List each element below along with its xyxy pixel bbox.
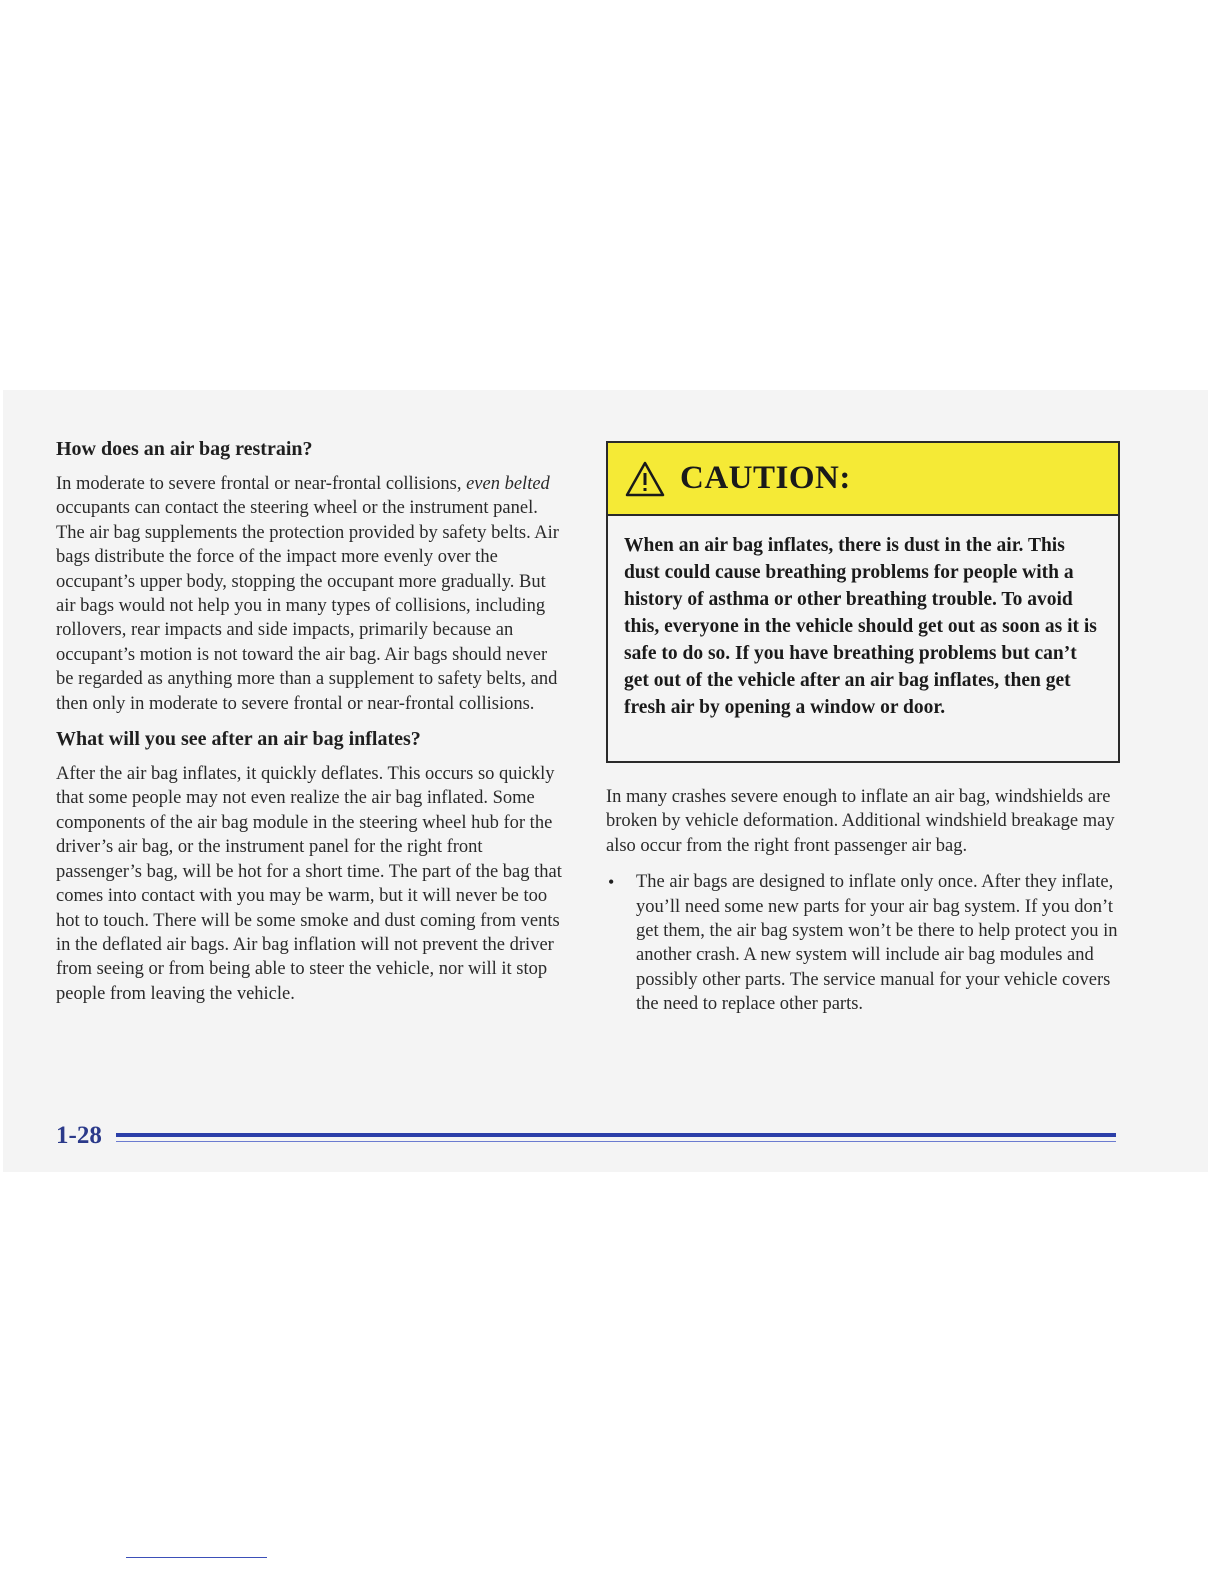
heading-after-inflation: What will you see after an air bag inflates? [56,728,421,751]
emphasis-even-belted: even belted [466,474,550,494]
paragraph-restraint-lead: In moderate to severe frontal or near-frontal collisions, [56,474,462,494]
right-column [606,785,1121,1017]
caution-title: CAUTION: [680,460,851,496]
caution-text: When an air bag inflates, there is dust in the air. This dust could cause breathing problems for people with a history of asthma or other breathing trouble. To avoid this, everyone in the vehicle should get out as soon as it is safe to do so. If you have breathing problems but can’t get out of the vehicle after an air bag inflates, then get fresh air by opening a window or door. [624,535,1097,718]
footer-rule [116,1133,1116,1137]
left-column [56,436,566,1016]
caution-box [606,441,1120,763]
warning-triangle-icon [624,460,666,498]
page-number: 1-28 [56,1122,102,1149]
bullet-icon: • [608,872,615,893]
heading-how-air-bag-restrains: How does an air bag restrain? [56,438,313,460]
list-item [606,870,1121,1016]
bottom-divider [126,1557,267,1558]
paragraph-after-inflation: After the air bag inflates, it quickly deflates. This occurs so quickly that some people may not even realize the air bag inflated. Some components of the air bag module in the steering wheel hub for the driver’s air bag, or the instrument panel for the right front passenger’s bag, will be hot for a short time. The part of the bag that comes into contact with you may be warm, but it will never be too hot to touch. There will be some smoke and dust coming from vents in the deflated air bags. Air bag inflation will not prevent the driver from seeing or from being able to steer the vehicle, nor will it stop people from leaving the vehicle. [56,764,562,1004]
caution-header [608,443,1118,516]
page-footer [56,1122,1116,1154]
footer-rule-thin [116,1141,1116,1142]
bullet-text: The air bags are designed to inflate only once. After they inflate, you’ll need some new parts for your air bag system. If you don’t get them, the air bag system won’t be there to help protect you in another crash. A new system will include air bag modules and possibly other parts. The service manual for your vehicle covers the need to replace other parts. [636,872,1118,1015]
paragraph-restraint [56,472,566,716]
paragraph-windshield: In many crashes severe enough to inflate an air bag, windshields are broken by vehicle deformation. Additional windshield breakage may also occur from the right front passenger air bag. [606,787,1115,856]
paragraph-restraint-rest: occupants can contact the steering wheel or the instrument panel. The air bag supplements the protection provided by safety belts. Air bags distribute the force of the impact more evenly over the occupant’s upper body, stopping the occupant more gradually. But air bags would not help you in many types of collisions, including rollovers, rear impacts and side impacts, primarily because an occupant’s motion is not toward the air bag. Air bags should never be regarded as anything more than a supplement to safety belts, and then only in moderate to severe frontal or near-frontal collisions. [56,498,559,714]
